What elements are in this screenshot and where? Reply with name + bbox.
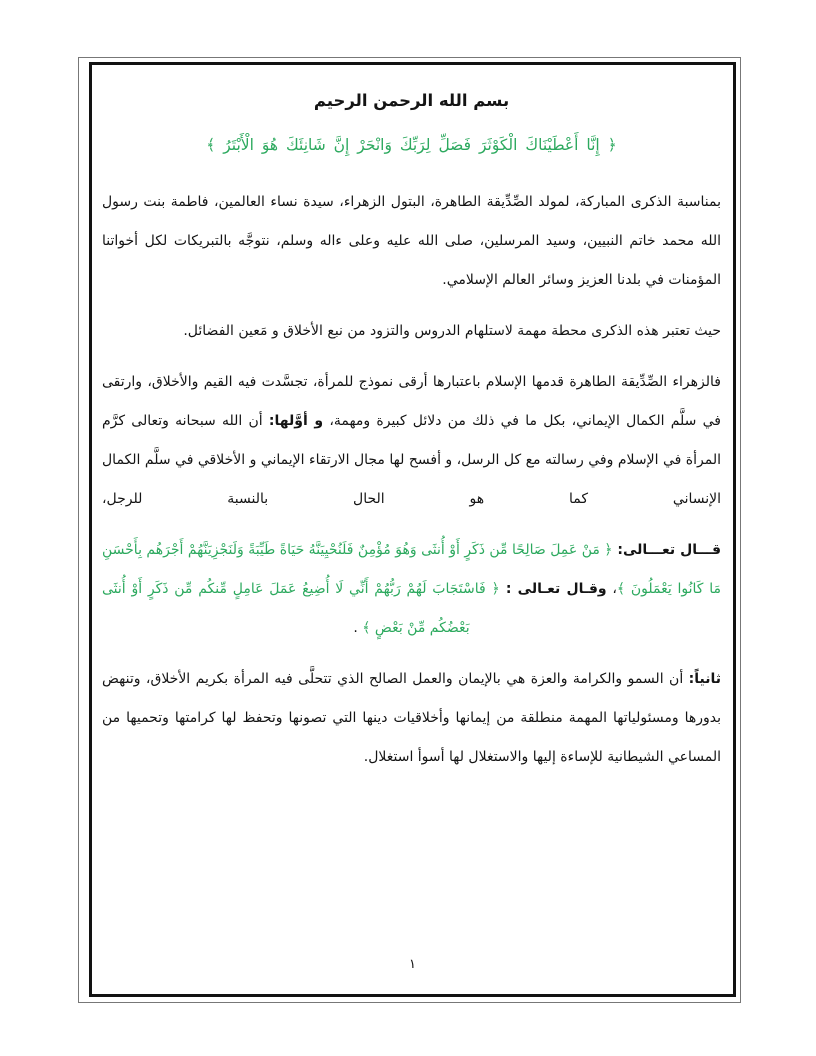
page-border-outer: [78, 57, 741, 1003]
quran-quote-imran: ﴿ فَاسْتَجَابَ لَهُمْ رَبُّهُمْ أَنِّي لَا أُضِيعُ عَمَلَ عَامِلٍ مِّنكُم مِّن ذَكَرٍ أَوْ أُنثَى بَعْضُكُم مِّنْ بَعْضٍ ﴾: [102, 581, 500, 636]
second-point-label: ثانياً:: [688, 671, 721, 687]
page-border-inner: [89, 62, 736, 997]
paragraph-second-point: [102, 660, 721, 777]
basmala-title: بسم الله الرحمن الرحيم: [313, 91, 510, 110]
paragraph-quran-quotes: [102, 531, 721, 648]
paragraph-zahra-model: [102, 363, 721, 519]
qala-taala-label-2: وقـال تعـالى :: [499, 581, 607, 597]
paragraph-lessons: حيث تعتبر هذه الذكرى محطة مهمة لاستلهام الدروس والتزود من نبع الأخلاق و مَعين الفضائل.: [183, 323, 721, 339]
first-point-label: و أوَّلها:: [268, 413, 324, 429]
quran-quote-nahl: ﴿ مَنْ عَمِلَ صَالِحًا مِّن ذَكَرٍ أَوْ أُنثَى وَهُوَ مُؤْمِنٌ فَلَنُحْيِيَنَّهُ حَيَاةً طَيِّبَةً وَلَنَجْزِيَنَّهُمْ أَجْرَهُم بِأَحْسَنِ مَا كَانُوا يَعْمَلُونَ ﴾: [102, 542, 721, 597]
paragraph-occasion: بمناسبة الذكرى المباركة، لمولد الصِّدِّيقة الطاهرة، البتول الزهراء، سيدة نساء العالمين، فاطمة بنت رسول الله محمد خاتم النبيين، وسيد المرسلين، صلى الله عليه وعلى ءاله وسلم، نتوجَّه بالتبريكات لكل أخواتنا المؤمنات في بلدنا العزيز وسائر العالم الإسلامي.: [102, 194, 721, 288]
zahra-model-intro: فالزهراء الصِّدِّيقة الطاهرة قدمها الإسلام باعتبارها أرقى نموذج للمرأة، تجسَّدت فيه القيم والأخلاق، وارتقى في سلَّم الكمال الإيماني، بكل ما في ذلك من دلائل كبيرة ومهمة،: [102, 374, 721, 429]
page-number: ١: [409, 957, 416, 972]
quote-separator: ،: [606, 581, 617, 597]
second-point-text: أن السمو والكرامة والعزة هي بالإيمان والعمل الصالح الذي تتحلَّى فيه المرأة بكريم الأخلاق، وتنهض بدورها ومسئولياتها المهمة منطلقة من إيمانها وأخلاقيات دينها التي تصونها وتحفظ لها كرامتها وتحميها من المساعي الشيطانية للإساءة إليها والاستغلال لها أسوأ استغلال.: [102, 671, 721, 765]
first-point-text: أن الله سبحانه وتعالى كرَّم المرأة في الإسلام وفي رسالته مع كل الرسل، و أفسح لها مجال الارتقاء الإيماني و الأخلاقي في سلَّم الكمال الإنساني كما هو الحال بالنسبة للرجل،: [102, 413, 721, 507]
page-content: [92, 65, 733, 994]
qala-taala-label-1: قـــال تعـــالى:: [612, 542, 721, 558]
kawthar-verse: ﴿ إِنَّا أَعْطَيْنَاكَ الْكَوْثَرَ فَصَلِّ لِرَبِّكَ وَانْحَرْ إِنَّ شَانِئَكَ هُوَ الْأَبْتَرُ ﴾: [206, 136, 617, 154]
quote-end-period: .: [353, 620, 363, 636]
